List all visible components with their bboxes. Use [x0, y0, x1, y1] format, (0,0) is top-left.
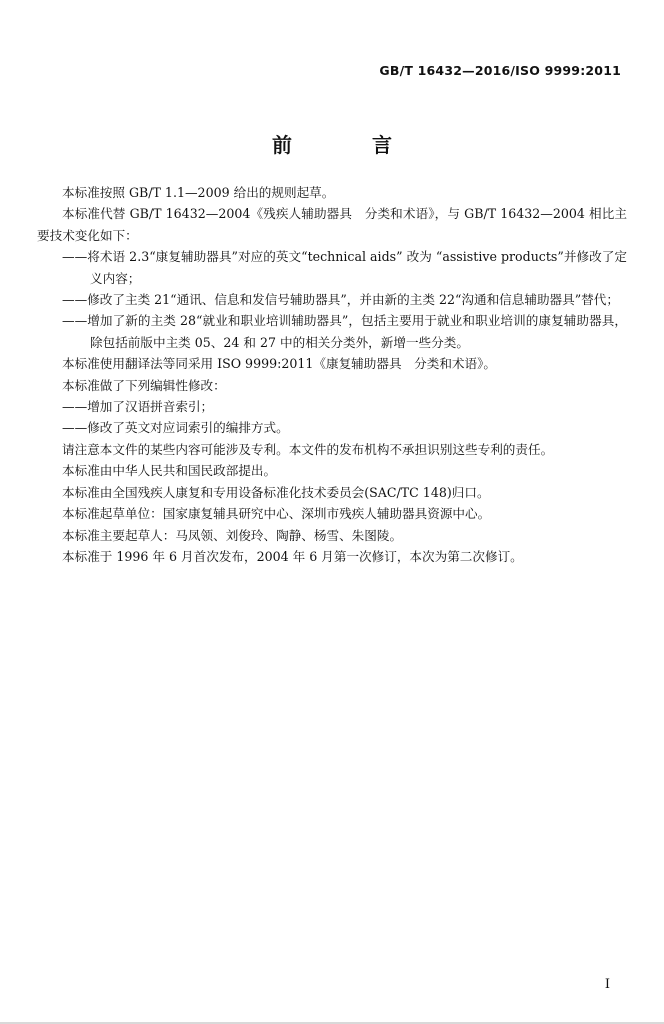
paragraph-translation: 本标准使用翻译法等同采用 ISO 9999:2011《康复辅助器具 分类和术语》。 [62, 356, 497, 372]
paragraph-committee: 本标准由全国残疾人康复和专用设备标准化技术委员会(SAC/TC 148)归口。 [62, 484, 490, 500]
foreword-body [37, 182, 627, 567]
standard-code: GB/T 16432—2016/ISO 9999:2011 [379, 63, 621, 78]
paragraph-drafters: 本标准主要起草人：马凤领、刘俊玲、陶静、杨雪、朱图陵。 [62, 527, 403, 543]
paragraph-history: 本标准于 1996 年 6 月首次发布，2004 年 6 月第一次修订，本次为第二次修订。 [62, 548, 523, 564]
paragraph-replaces: 本标准代替 GB/T 16432—2004《残疾人辅助器具 分类和术语》，与 GB/T 16432—2004 相比主要技术变化如下： [37, 206, 627, 243]
change-item-class-21: ——修改了主类 21“通讯、信息和发信号辅助器具”，并由新的主类 22“沟通和信息辅助器具”替代； [62, 292, 619, 308]
page-title: 前 言 [272, 133, 422, 157]
paragraph-editorial: 本标准做了下列编辑性修改： [62, 377, 226, 393]
paragraph-proposed-by: 本标准由中华人民共和国民政部提出。 [62, 463, 277, 479]
editorial-item-english-index: ——修改了英文对应词索引的编排方式。 [62, 420, 289, 436]
page-number: I [604, 977, 610, 992]
change-item-class-28: ——增加了新的主类 28“就业和职业培训辅助器具”，包括主要用于就业和职业培训的康复辅助器具，除包括前版中主类 05、24 和 27 中的相关分类外，新增一些分类。 [62, 313, 627, 350]
editorial-item-pinyin: ——增加了汉语拼音索引； [62, 399, 214, 415]
paragraph-drafting-units: 本标准起草单位：国家康复辅具研究中心、深圳市残疾人辅助器具资源中心。 [62, 506, 491, 522]
change-item-term: ——将术语 2.3“康复辅助器具”对应的英文“technical aids” 改为 “assistive products”并修改了定义内容； [62, 249, 627, 286]
paragraph-drafting-rules: 本标准按照 GB/T 1.1—2009 给出的规则起草。 [62, 185, 335, 200]
paragraph-patent-notice: 请注意本文件的某些内容可能涉及专利。本文件的发布机构不承担识别这些专利的责任。 [62, 441, 554, 457]
